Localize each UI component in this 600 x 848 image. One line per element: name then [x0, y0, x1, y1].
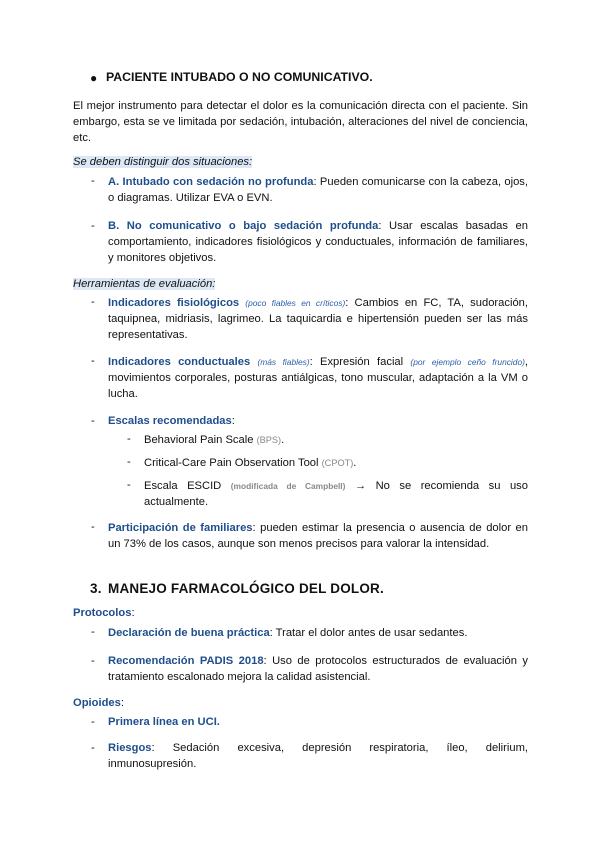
- escalas-title: Escalas recomendadas: [108, 415, 232, 427]
- escala-bps: Behavioral Pain Scale (BPS).: [144, 434, 285, 446]
- list-dash: -: [91, 626, 95, 638]
- list-dash: -: [91, 655, 95, 667]
- conductuales-text1: : Expresión facial: [309, 356, 411, 368]
- familiares-title: Participación de familiares: [108, 522, 253, 534]
- list-dash: -: [91, 742, 95, 754]
- fisiologicos-text: : Cambios en FC, TA, sudoración, taquipnea, midriasis, lagrimeo. La taquicardia e hipertensión pueden ser las más representativas.: [108, 297, 529, 341]
- list-dash: -: [127, 433, 131, 445]
- list-dash: -: [91, 296, 95, 308]
- participacion-familiares: [108, 520, 528, 552]
- protocolo-buena-practica: Declaración de buena práctica: Tratar el dolor antes de usar sedantes.: [108, 627, 468, 639]
- situaciones-label: Se deben distinguir dos situaciones:: [73, 156, 253, 168]
- indicadores-conductuales: [108, 354, 528, 402]
- fisiologicos-note: (poco fiables en críticos): [245, 298, 346, 308]
- heading-bullet: ●: [90, 71, 98, 85]
- list-dash: -: [91, 415, 95, 427]
- situacion-a-letter: A: [108, 176, 117, 188]
- list-dash: -: [91, 355, 95, 367]
- situacion-b-letter: B: [108, 220, 117, 232]
- list-dash: -: [127, 479, 131, 491]
- situacion-a: A. Intubado con sedación no profunda: Pueden comunicarse con la cabeza, ojos, o diagramas. Utilizar EVA o EVN.: [108, 176, 529, 204]
- situacion-b-title: No comunicativo o bajo sedación profunda: [126, 220, 379, 232]
- escala-cpot: Critical-Care Pain Observation Tool (CPOT).: [144, 457, 357, 469]
- list-dash: -: [91, 521, 95, 533]
- conductuales-text2: , movimientos corporales, posturas antiálgicas, tono muscular, adaptación a la VM o lucha.: [108, 356, 528, 400]
- situacion-b-text: : Usar escalas basadas en comportamiento, indicadores fisiológicos y conductuales, información de familiares, y monitores objetivos.: [108, 220, 528, 264]
- conductuales-title: Indicadores conductuales: [108, 356, 251, 368]
- protocolo-padis: Recomendación PADIS 2018: Uso de protocolos estructurados de evaluación y tratamiento escalonado mejora la calidad asistencial.: [108, 655, 528, 683]
- escala-escid: Escala ESCID (modificada de Campbell) → No se recomienda su uso actualmente.: [144, 480, 528, 508]
- section-number: 3.: [90, 581, 102, 596]
- list-dash: -: [91, 716, 95, 728]
- protocolos-label: Protocolos:: [73, 607, 135, 619]
- situacion-a-title: Intubado con sedación no profunda: [122, 176, 314, 188]
- intro-paragraph: El mejor instrumento para detectar el dolor es la comunicación directa con el paciente. Sin embargo, esta se ve limitada por sedación, intubación, alteraciones del nivel de conciencia, etc.: [73, 100, 528, 144]
- indicadores-fisiologicos: [108, 295, 528, 343]
- list-dash: -: [127, 456, 131, 468]
- conductuales-note: (más fiables): [257, 357, 310, 367]
- fisiologicos-title: Indicadores fisiológicos: [108, 297, 240, 309]
- familiares-text: : pueden estimar la presencia o ausencia de dolor en un 73% de los casos, aunque son menos precisos para valorar la intensidad.: [108, 522, 528, 550]
- opioides-primera-linea: Primera línea en UCI.: [108, 716, 220, 728]
- situacion-b: B. No comunicativo o bajo sedación profunda: Usar escalas basadas en comportamiento, indicadores fisiológicos y conductuales, información de familiares, y monitores objetivos.: [108, 220, 528, 264]
- conductuales-note2: (por ejemplo ceño fruncido): [410, 357, 525, 367]
- situacion-a-text: : Pueden comunicarse con la cabeza, ojos, o diagramas. Utilizar EVA o EVN.: [108, 176, 529, 204]
- list-dash: -: [91, 220, 95, 232]
- opioides-riesgos: Riesgos: Sedación excesiva, depresión respiratoria, íleo, delirium, inmunosupresión.: [108, 742, 528, 770]
- section-heading-intubado: PACIENTE INTUBADO O NO COMUNICATIVO.: [106, 70, 373, 84]
- list-dash: -: [91, 175, 95, 187]
- herramientas-label: Herramientas de evaluación:: [73, 278, 216, 290]
- escalas-recomendadas: Escalas recomendadas:: [108, 415, 235, 427]
- section-heading-manejo: MANEJO FARMACOLÓGICO DEL DOLOR.: [108, 581, 384, 596]
- opioides-label: Opioides:: [73, 697, 124, 709]
